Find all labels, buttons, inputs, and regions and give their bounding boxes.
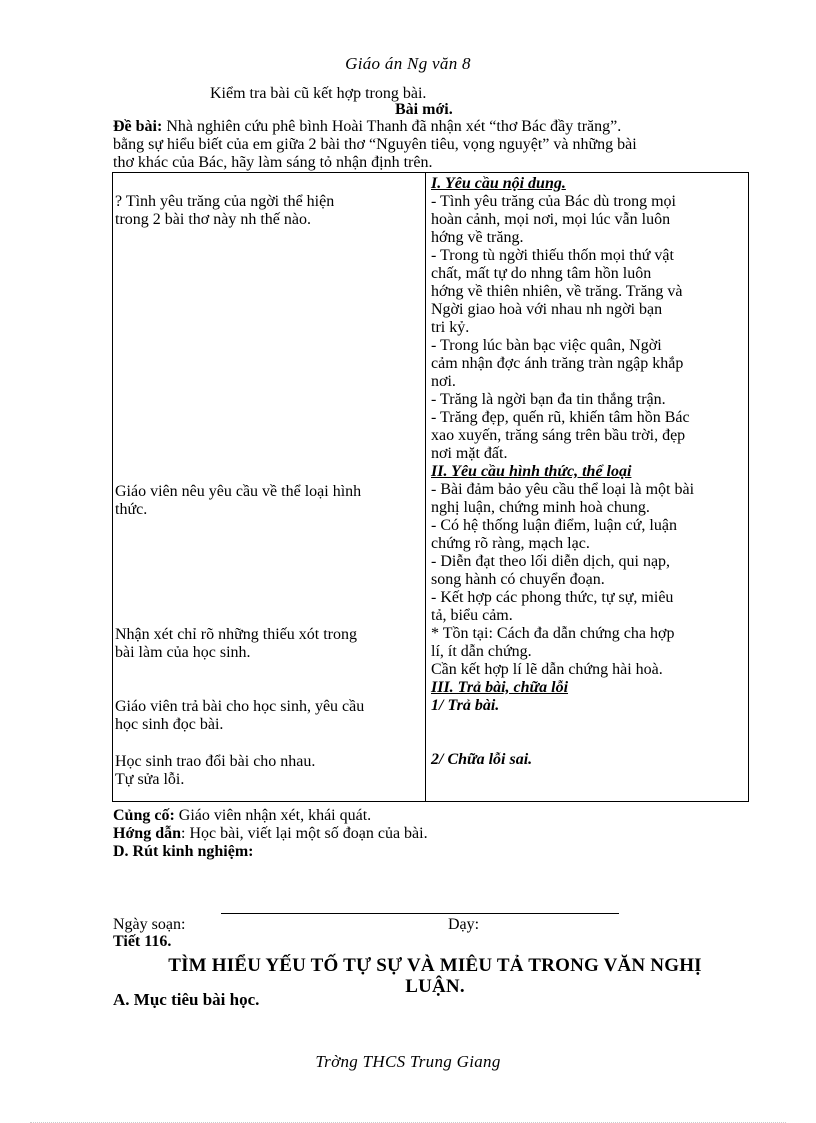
genre-requirement-prompt [115,483,361,519]
experience-heading: D. Rút kinh nghiệm: [113,843,254,860]
prompt-line: Học sinh trao đổi bài cho nhau. [115,753,316,770]
content-line: lí, ít dẫn chứng. [431,643,532,660]
prompt-line: Giáo viên nêu yêu cầu về thể loại hình [115,483,362,500]
content-line: xao xuyến, trăng sáng trên bầu trời, đẹp [431,427,686,444]
consolidate-label: Củng cố: [113,807,175,824]
peer-exchange-prompt [115,753,315,789]
topic-label: Đề bài: [113,118,163,135]
content-line: Cần kết hợp lí lẽ dẫn chứng hài hoà. [431,661,663,678]
prompt-line: thức. [115,501,148,518]
topic-text-1: Nhà nghiên cứu phê bình Hoài Thanh đã nhận xét “thơ Bác đầy trăng”. [166,118,622,135]
guide-line [113,826,428,842]
content-line: - Tình yêu trăng của Bác dù trong mọi [431,193,676,210]
prompt-line: bài làm của học sinh. [115,644,251,661]
content-line: nơi mặt đất. [431,445,508,462]
content-line: - Trong lúc bàn bạc việc quân, Ngời [431,337,662,354]
question-love-moon [115,193,334,229]
content-line: tả, biểu cảm. [431,607,513,624]
content-line: song hành có chuyển đoạn. [431,571,605,588]
consolidate-line [113,808,371,824]
shortcomings-prompt [115,626,357,662]
prompt-line: Giáo viên trả bài cho học sinh, yêu cầu [115,698,365,715]
section-heading-form: II. Yêu cầu hình thức, thể loại [431,463,632,480]
content-column [426,173,749,802]
check-old-lesson: Kiểm tra bài cũ kết hợp trong bài. [210,85,427,102]
content-line: nơi. [431,373,456,390]
guide-text: : Học bài, viết lại một số đoạn của bài. [181,825,428,842]
page-header-title: Giáo án Ng văn 8 [345,54,471,73]
return-papers-prompt [115,698,364,734]
topic-line-2: bằng sự hiểu biết của em giữa 2 bài thơ “Nguyên tiêu, vọng nguyệt” và những bài [113,136,637,153]
teacher-activity-column [113,173,426,802]
content-line: hớng về thiên nhiên, về trăng. Trăng và [431,283,683,300]
lesson-table [112,172,749,802]
content-line: hớng về trăng. [431,229,524,246]
period-number: Tiết 116. [113,933,172,950]
content-line: cảm nhận đợc ánh trăng tràn ngập khắp [431,355,684,372]
topic-line-1 [113,119,621,135]
page-footer-school: Trờng THCS Trung Giang [315,1052,501,1071]
topic-line-3: thơ khác của Bác, hãy làm sáng tỏ nhận định trên. [113,154,433,171]
new-lesson-heading: Bài mới. [395,101,453,118]
content-requirements [431,175,694,715]
content-line: - Bài đảm bảo yêu cầu thể loại là một bài [431,481,695,498]
content-line: - Trong tù ngời thiếu thốn mọi thứ vật [431,247,674,264]
content-line: nghị luận, chứng minh hoà chung. [431,499,650,516]
content-line: - Trăng đẹp, quến rũ, khiến tâm hồn Bác [431,409,690,426]
content-line: - Kết hợp các phong thức, tự sự, miêu [431,589,674,606]
content-line: - Diễn đạt theo lối diễn dịch, qui nạp, [431,553,671,570]
content-line: - Trăng là ngời bạn đa tin thắng trận. [431,391,666,408]
consolidate-text: Giáo viên nhận xét, khái quát. [178,807,372,824]
content-line: Ngời giao hoà với nhau nh ngời bạn [431,301,663,318]
return-papers-heading: 1/ Trả bài. [431,697,500,714]
date-prepared: Ngày soạn: [113,916,186,933]
goals-heading: A. Mục tiêu bài học. [113,990,260,1009]
content-line: tri kỷ. [431,319,470,336]
lesson-title-line: LUẬN. [405,976,465,997]
section-heading-return: III. Trả bài, chữa lỗi [431,679,569,696]
prompt-line: Nhận xét chỉ rõ những thiếu xót trong [115,626,357,643]
content-line: hoàn cảnh, mọi nơi, mọi lúc vẫn luôn [431,211,671,228]
fix-errors-heading: 2/ Chữa lỗi sai. [431,751,533,768]
content-line: chất, mất tự do nhng tâm hồn luôn [431,265,652,282]
guide-label: Hớng dẫn [113,825,181,842]
content-line: * Tồn tại: Cách đa dẫn chứng cha hợp [431,625,675,642]
question-line: trong 2 bài thơ này nh thế nào. [115,211,311,228]
section-heading-content: I. Yêu cầu nội dung. [431,175,566,192]
content-line: chứng rõ ràng, mạch lạc. [431,535,590,552]
lesson-title-line: TÌM HIỂU YẾU TỐ TỰ SỰ VÀ MIÊU TẢ TRONG VĂN NGHỊ [168,955,702,976]
date-taught: Dạy: [448,916,480,933]
prompt-line: Tự sửa lỗi. [115,771,185,788]
divider-line [221,913,619,914]
content-line: - Có hệ thống luận điểm, luận cứ, luận [431,517,677,534]
prompt-line: học sinh đọc bài. [115,716,224,733]
question-line: ? Tình yêu trăng của ngời thể hiện [115,193,335,210]
